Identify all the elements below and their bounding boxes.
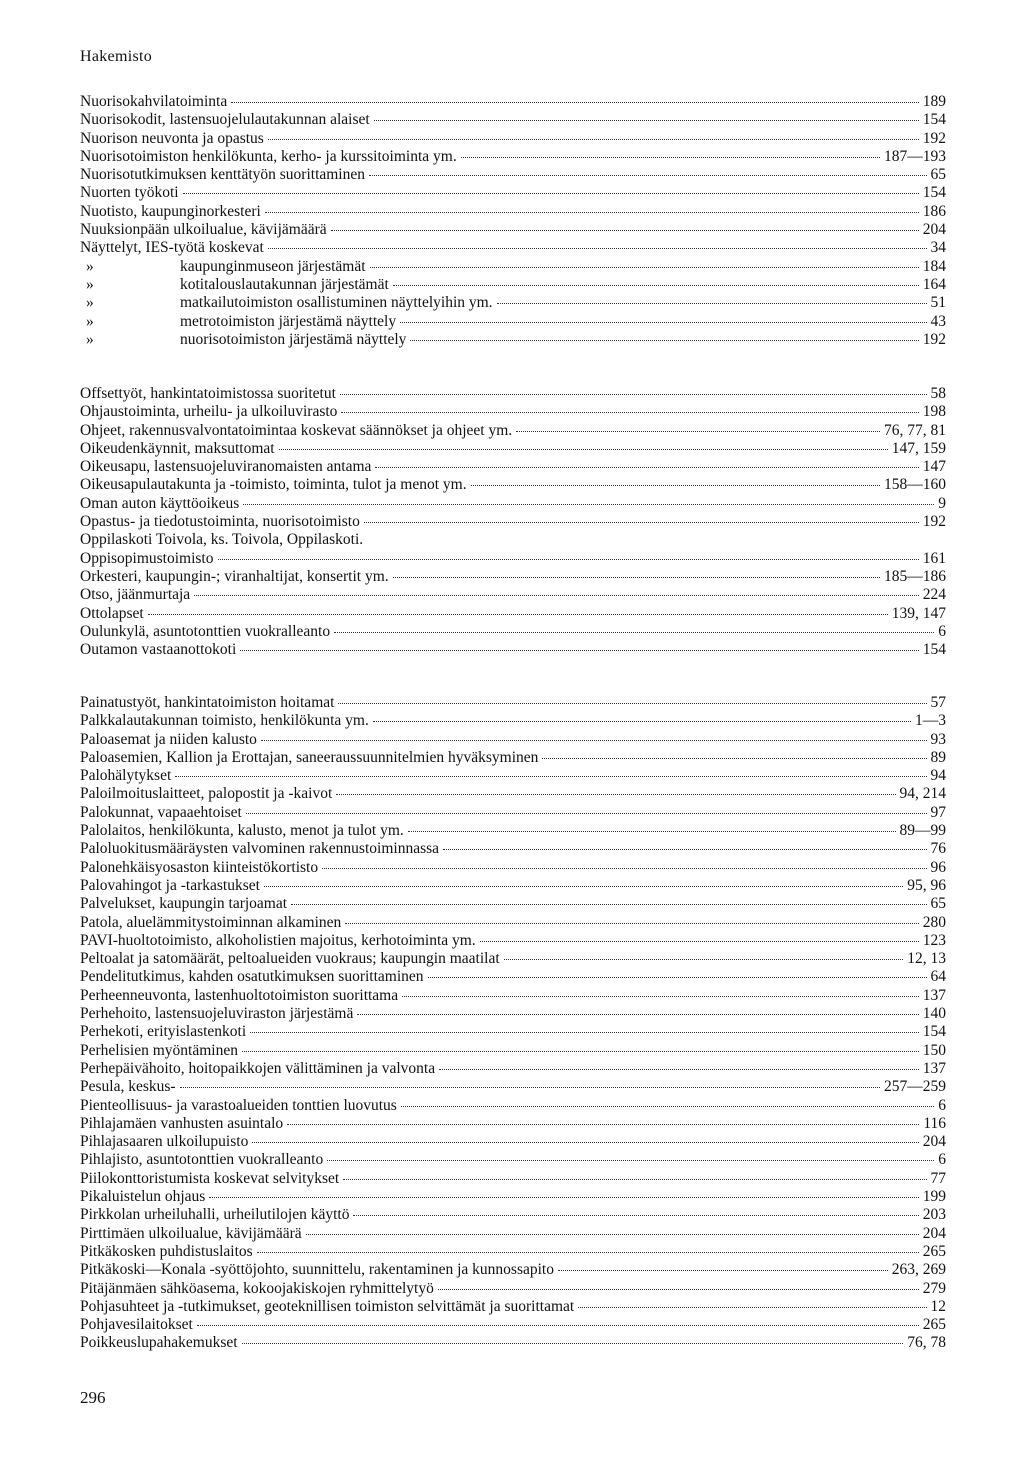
index-entry [80,458,946,476]
index-term: Pirttimäen ulkoilualue, kävijämäärä [80,1224,302,1242]
index-entry [80,712,946,730]
dot-leader [516,431,880,432]
page-reference: 203 [922,1206,946,1224]
index-term: Piilokonttoristumista koskevat selvitykset [80,1169,340,1187]
index-entry [80,1334,946,1352]
dot-leader [180,1087,880,1088]
page-reference: 139, 147 [891,604,946,622]
index-entry [80,531,946,549]
page-reference: 161 [922,549,946,567]
index-term: Otso, jäänmurtaja [80,586,191,604]
dot-leader [343,1179,926,1180]
dot-leader [175,776,926,777]
index-term: Pitkäkoski—Konala -syöttöjohto, suunnittelu, rakentaminen ja kunnossapito [80,1261,554,1279]
index-entry [80,1078,946,1096]
index-entry [80,440,946,458]
page-reference: 280 [922,913,946,931]
page-reference: 265 [922,1316,946,1334]
page-reference: 76, 77, 81 [884,421,946,439]
index-entry [80,385,946,403]
dot-leader [400,322,926,323]
index-entry [80,968,946,986]
index-term: Palohälytykset [80,767,172,785]
page-reference: 137 [922,986,946,1004]
index-term: nuorisotoimiston järjestämä näyttely [180,330,407,348]
index-section-p [80,694,946,1353]
page-reference: 185—186 [884,567,946,585]
index-entry [80,1188,946,1206]
index-term: Pitäjänmäen sähköasema, kokoojakiskojen ryhmittelytyö [80,1279,434,1297]
page-reference: 198 [922,403,946,421]
dot-leader [183,193,919,194]
index-entry [80,203,946,221]
ditto-mark: » [86,330,94,348]
dot-leader [408,831,896,832]
page-reference: 147 [922,458,946,476]
page-reference: 89 [930,748,946,766]
index-entry [80,767,946,785]
running-head: Hakemisto [80,48,153,65]
index-entry [80,804,946,822]
page-reference: 187—193 [884,147,946,165]
index-term: Oman auton käyttöoikeus [80,494,240,512]
page-reference: 6 [938,622,946,640]
index-term: Perhepäivähoito, hoitopaikkojen välittäminen ja valvonta [80,1059,436,1077]
index-term: Nuorison neuvonta ja opastus [80,129,264,147]
page-reference: 1—3 [915,712,946,730]
page-reference: 34 [930,239,946,257]
dot-leader [306,1234,919,1235]
index-term: kotitalouslautakunnan järjestämät [180,275,389,293]
dot-leader [393,285,919,286]
dot-leader [542,758,926,759]
index-entry [80,1042,946,1060]
index-term: Pitkäkosken puhdistuslaitos [80,1242,253,1260]
index-term: Palolaitos, henkilökunta, kalusto, menot ja tulot ym. [80,822,404,840]
dot-leader [504,959,904,960]
index-term: Pohjavesilaitokset [80,1316,193,1334]
index-section-o [80,385,946,659]
index-term: Palvelukset, kaupungin tarjoamat [80,895,288,913]
index-entry [80,987,946,1005]
index-term: Ottolapset [80,604,144,622]
index-entry [80,932,946,950]
dot-leader [345,923,918,924]
index-entry [80,914,946,932]
index-entry [80,694,946,712]
index-term: Outamon vastaanottokoti [80,641,237,659]
page-reference: 65 [930,166,946,184]
index-entry [80,1023,946,1041]
page-reference: 64 [930,968,946,986]
page-reference: 89—99 [899,822,946,840]
index-term: Pohjasuhteet ja -tutkimukset, geoteknillisen toimiston selvittämät ja suorittamat [80,1297,575,1315]
dot-leader [334,632,934,633]
dot-leader [242,1343,904,1344]
dot-leader [410,340,918,341]
page-reference: 192 [922,330,946,348]
dot-leader [257,1252,919,1253]
index-term: Offsettyöt, hankintatoimistossa suoritetut [80,385,336,402]
dot-leader [243,504,934,505]
index-entry [80,1115,946,1133]
index-entry [80,495,946,513]
dot-leader [264,886,903,887]
index-entry [80,749,946,767]
index-entry [80,313,946,331]
page-reference: 147, 159 [891,439,946,457]
index-term: Nuorisotutkimuksen kenttätyön suorittaminen [80,166,365,184]
index-entry [80,1206,946,1224]
index-term: Orkesteri, kaupungin-; viranhaltijat, konsertit ym. [80,567,389,585]
index-entry [80,605,946,623]
index-term: Pihlajamäen vanhusten asuintalo [80,1114,284,1132]
index-entry [80,1243,946,1261]
index-entry [80,877,946,895]
page-reference: 158—160 [884,476,946,494]
dot-leader [268,248,927,249]
index-term: Pesula, keskus- [80,1078,176,1096]
dot-leader [268,139,919,140]
index-term: Patola, aluelämmitystoiminnan alkaminen [80,913,342,931]
index-term: Paloasemien, Kallion ja Erottajan, saneeraussuunnitelmien hyväksyminen [80,748,539,766]
index-term: Paloasemat ja niiden kalusto [80,730,257,748]
page-reference: 51 [930,294,946,312]
index-entry [80,859,946,877]
index-entry [80,1005,946,1023]
index-entry [80,785,946,803]
index-term: Nuotisto, kaupunginorkesteri [80,202,261,220]
index-entry [80,1097,946,1115]
ditto-mark: » [86,257,94,275]
index-term: Perhekoti, erityislastenkoti [80,1023,247,1041]
index-term: Nuorisokahvilatoiminta [80,93,228,110]
dot-leader [338,703,926,704]
dot-leader [461,157,880,158]
page-reference: 93 [930,730,946,748]
page-reference: 58 [930,385,946,402]
dot-leader [252,1142,918,1143]
index-entry [80,1298,946,1316]
page-reference: 57 [930,694,946,711]
index-term: Oikeusapu, lastensuojeluviranomaisten antama [80,458,372,476]
dot-leader [218,559,919,560]
page-reference: 116 [923,1114,946,1132]
page-reference: 224 [922,586,946,604]
page-reference: 6 [938,1096,946,1114]
index-entry [80,1133,946,1151]
index-entry [80,623,946,641]
dot-leader [197,1325,919,1326]
dot-leader [578,1307,926,1308]
index-term: Perhelisien myöntäminen [80,1041,238,1059]
dot-leader [439,1069,919,1070]
dot-leader [393,577,880,578]
index-entry [80,1280,946,1298]
index-entry [80,258,946,276]
index-entry [80,1261,946,1279]
index-entry [80,294,946,312]
index-term: Paloilmoituslaitteet, palopostit ja -kaivot [80,785,333,803]
dot-leader [558,1270,888,1271]
index-term: Palovahingot ja -tarkastukset [80,876,260,894]
page-reference: 186 [922,202,946,220]
page-reference: 164 [922,275,946,293]
dot-leader [209,1197,918,1198]
ditto-mark: » [86,294,94,312]
index-entry [80,731,946,749]
index-entry [80,403,946,421]
dot-leader [194,595,919,596]
index-term: Pendelitutkimus, kahden osatutkimuksen suorittaminen [80,968,424,986]
dot-leader [327,1160,934,1161]
index-term: Perhehoito, lastensuojeluviraston järjestämä [80,1005,354,1023]
index-entry [80,1170,946,1188]
page-reference: 154 [922,1023,946,1041]
index-entry [80,950,946,968]
dot-leader [240,650,918,651]
page-reference: 204 [922,221,946,239]
index-entry [80,1316,946,1334]
page-reference: 184 [922,257,946,275]
index-entry [80,840,946,858]
index-entry [80,1151,946,1169]
index-term: Palkkalautakunnan toimisto, henkilökunta ym. [80,712,369,730]
index-term: Oikeusapulautakunta ja -toimisto, toiminta, tulot ja menot ym. [80,476,467,494]
index-entry [80,1060,946,1078]
index-term: Pihlajisto, asuntotonttien vuokralleanto [80,1151,324,1169]
dot-leader [364,522,919,523]
page-reference: 154 [922,641,946,659]
index-entry [80,476,946,494]
page-reference: 204 [922,1224,946,1242]
index-term: metrotoimiston järjestämä näyttely [180,312,397,330]
index-term: Perheenneuvonta, lastenhuoltotoimiston suorittama [80,986,399,1004]
dot-leader [341,412,918,413]
index-entry [80,184,946,202]
dot-leader [231,102,919,103]
dot-leader [480,941,919,942]
index-entry [80,148,946,166]
index-entry [80,568,946,586]
dot-leader [322,868,926,869]
dot-leader [438,1289,919,1290]
dot-leader [428,977,927,978]
index-entry [80,111,946,129]
index-entry [80,166,946,184]
index-entry [80,822,946,840]
index-term: Nuorisotoimiston henkilökunta, kerho- ja kurssitoiminta ym. [80,147,457,165]
index-term: PAVI-huoltotoimisto, alkoholistien majoitus, kerhotoiminta ym. [80,931,476,949]
dot-leader [336,794,895,795]
index-term: Palonehkäisyosaston kiinteistökortisto [80,858,319,876]
index-term: Oppilaskoti Toivola, ks. Toivola, Oppilaskoti. [80,531,364,549]
page-reference: 265 [922,1242,946,1260]
dot-leader [246,813,927,814]
dot-leader [291,904,926,905]
dot-leader [471,485,880,486]
index-term: Pikaluistelun ohjaus [80,1188,206,1206]
index-entry [80,276,946,294]
index-term: Oulunkylä, asuntotonttien vuokralleanto [80,622,331,640]
index-entry [80,422,946,440]
index-entry [80,1225,946,1243]
ditto-mark: » [86,312,94,330]
index-term: Nuuksionpään ulkoilualue, kävijämäärä [80,221,327,239]
dot-leader [279,449,888,450]
index-entry [80,895,946,913]
dot-leader [261,740,927,741]
index-term: Ohjeet, rakennusvalvontatoimintaa koskevat säännökset ja ohjeet ym. [80,421,513,439]
dot-leader [374,120,919,121]
index-entry [80,641,946,659]
index-term: Poikkeuslupahakemukset [80,1334,238,1352]
dot-leader [497,303,927,304]
index-term: Palokunnat, vapaaehtoiset [80,803,242,821]
dot-leader [369,175,927,176]
index-term: Nuorten työkoti [80,184,179,202]
index-entry [80,550,946,568]
page-reference: 6 [938,1151,946,1169]
dot-leader [373,721,911,722]
page-reference: 76 [930,840,946,858]
dot-leader [402,996,919,997]
dot-leader [287,1124,919,1125]
page-reference: 95, 96 [907,876,946,894]
index-entry [80,130,946,148]
index-term: Oikeudenkäynnit, maksuttomat [80,439,275,457]
page-reference: 96 [930,858,946,876]
page-reference: 263, 269 [891,1261,946,1279]
index-term: Ohjaustoiminta, urheilu- ja ulkoiluvirasto [80,403,338,421]
index-section-n [80,93,946,349]
page-reference: 154 [922,111,946,129]
page-reference: 154 [922,184,946,202]
page-reference: 65 [930,895,946,913]
page-reference: 137 [922,1059,946,1077]
index-term: Nuorisokodit, lastensuojelulautakunnan alaiset [80,111,370,129]
index-term: matkailutoimiston osallistuminen näyttelyihin ym. [180,294,493,312]
dot-leader [148,614,888,615]
page-reference: 192 [922,513,946,531]
index-term: Opastus- ja tiedotustoiminta, nuorisotoimisto [80,513,360,531]
page-reference: 123 [922,931,946,949]
index-entry [80,93,946,111]
index-term: Paloluokitusmääräysten valvominen rakennustoiminnassa [80,840,440,858]
index-entry [80,586,946,604]
index-term: Peltoalat ja satomäärät, peltoalueiden vuokraus; kaupungin maatilat [80,950,500,968]
page-number: 296 [80,1388,106,1407]
index-term: Oppisopimustoimisto [80,549,214,567]
dot-leader [250,1032,919,1033]
dot-leader [242,1051,919,1052]
index-term: kaupunginmuseon järjestämät [180,257,366,275]
page-reference: 94, 214 [899,785,946,803]
dot-leader [401,1106,934,1107]
dot-leader [370,267,919,268]
page-reference: 94 [930,767,946,785]
dot-leader [357,1014,918,1015]
dot-leader [265,212,919,213]
page-reference: 204 [922,1133,946,1151]
page-reference: 189 [922,93,946,110]
index-entry [80,331,946,349]
dot-leader [353,1215,918,1216]
page-reference: 9 [938,494,946,512]
dot-leader [375,467,918,468]
index-entry [80,239,946,257]
index-entry [80,221,946,239]
page-reference: 279 [922,1279,946,1297]
index-term: Painatustyöt, hankintatoimiston hoitamat [80,694,335,711]
page-reference: 43 [930,312,946,330]
dot-leader [331,230,919,231]
page-reference: 140 [922,1005,946,1023]
page-reference: 77 [930,1169,946,1187]
index-term: Pihlajasaaren ulkoilupuisto [80,1133,249,1151]
page-reference: 257—259 [884,1078,946,1096]
page-reference: 192 [922,129,946,147]
dot-leader [443,849,926,850]
index-term: Pirkkolan urheiluhalli, urheilutilojen käyttö [80,1206,350,1224]
page-reference: 76, 78 [907,1334,946,1352]
page-reference: 97 [930,803,946,821]
page-reference: 12, 13 [907,950,946,968]
index-entry [80,513,946,531]
page-reference: 12 [930,1297,946,1315]
index-term: Näyttelyt, IES-työtä koskevat [80,239,264,257]
index-term: Pienteollisuus- ja varastoalueiden tonttien luovutus [80,1096,397,1114]
dot-leader [340,394,927,395]
page-reference: 199 [922,1188,946,1206]
page-reference: 150 [922,1041,946,1059]
ditto-mark: » [86,275,94,293]
